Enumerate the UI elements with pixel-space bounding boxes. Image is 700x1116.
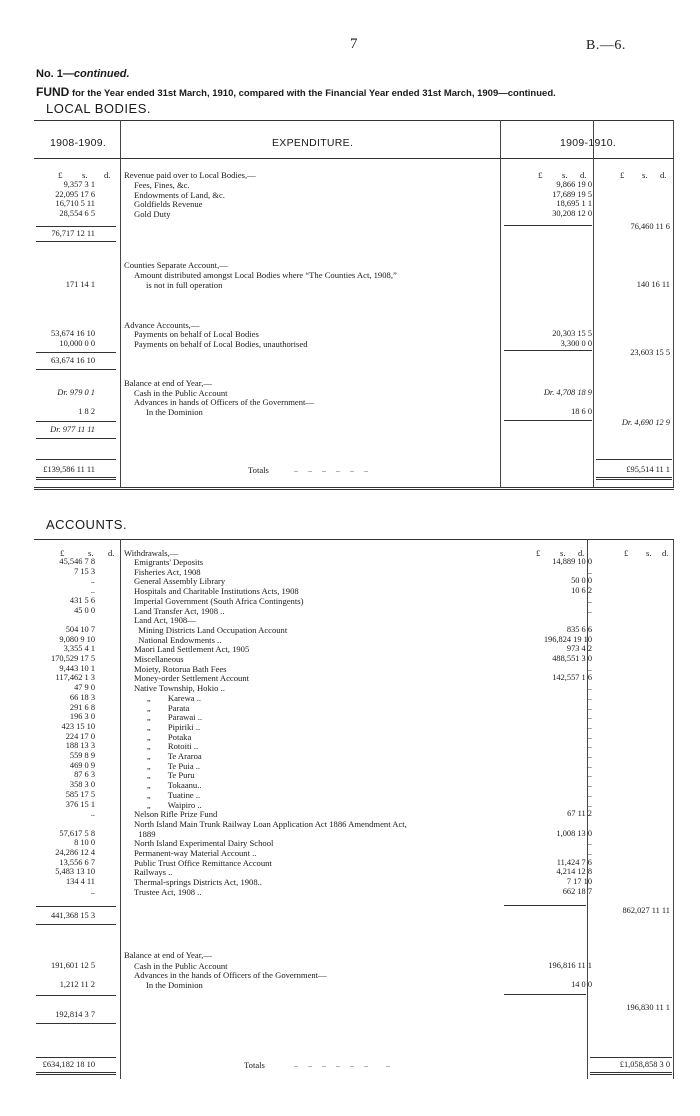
row-amount-1910: .. [587, 721, 592, 731]
row-amount-1910: 1,008 13 0 [556, 828, 592, 838]
row-amount-1909: 117,462 1 3 [55, 673, 95, 683]
row-amount-1910: 18,695 1 1 [556, 199, 592, 209]
totals-label: Totals [244, 1060, 265, 1070]
row-amount-1910: 14,889 10 0 [552, 557, 592, 566]
counties-line-2: is not in full operation [146, 280, 223, 290]
row-amount-1910: .. [587, 712, 592, 722]
row-amount-1910: .. [587, 702, 592, 712]
currency-shilling: s. [562, 170, 568, 180]
leader-dots: .. .. .. .. .. .. [294, 465, 368, 474]
totals-1909: £139,586 11 11 [43, 465, 95, 474]
subtotal-rule [36, 226, 116, 227]
row-label: „ Tuatine .. [134, 789, 201, 800]
table-number [36, 68, 130, 80]
row-amount-1910: .. [587, 751, 592, 760]
balance-cash-1909: 191,601 12 5 [51, 961, 95, 970]
currency-shilling: s. [82, 170, 88, 180]
total-rule [36, 459, 116, 460]
row-amount-1910: 17,689 19 5 [552, 189, 592, 199]
row-label: „ Te Araroa [134, 751, 202, 761]
subtotal-rule [504, 420, 592, 421]
row-amount-1909: 196 3 0 [69, 712, 95, 722]
row-label: Imperial Government (South Africa Contingents) [134, 595, 304, 606]
column-divider [120, 539, 121, 1079]
row-label: Payments on behalf of Local Bodies, unauthorised [134, 338, 308, 349]
row-amount-1910: 835 6 6 [566, 624, 592, 634]
column-divider [593, 120, 594, 487]
currency-pence: d. [578, 548, 585, 558]
row-amount-1910: 67 11 2 [567, 809, 592, 819]
row-amount-1910: 488,551 3 0 [552, 654, 592, 663]
row-amount-1909: 504 10 7 [65, 624, 95, 634]
balance-total-1909: 192,814 3 7 [55, 1010, 95, 1019]
row-amount-1909: 9,443 10 1 [59, 663, 95, 673]
advance-total-1910: 23,603 15 5 [630, 348, 670, 357]
currency-pence: d. [108, 548, 115, 558]
totals-1909: £634,182 18 10 [42, 1060, 95, 1069]
currency-shilling: s. [642, 170, 648, 180]
row-amount-1909: .. [90, 576, 95, 586]
table-number-label: No. 1 [36, 68, 63, 80]
column-divider [673, 120, 674, 487]
row-amount-1909: 7 15 3 [74, 566, 95, 576]
row-amount-1909: 57,617 5 8 [59, 828, 95, 838]
total-rule [36, 1072, 116, 1075]
row-amount-1909: 22,095 17 6 [55, 189, 95, 199]
row-amount-1909: .. [90, 809, 95, 819]
balance-dominion-1909: 1,212 11 2 [59, 980, 95, 989]
row-amount-1909: 559 8 9 [69, 751, 95, 760]
section-title-local-bodies: LOCAL BODIES. [46, 101, 151, 116]
row-label: Maori Land Settlement Act, 1905 [134, 644, 250, 655]
row-amount-1909: 47 9 0 [74, 683, 95, 693]
row-label: Payments on behalf of Local Bodies [134, 329, 259, 339]
row-amount-1910: .. [587, 770, 592, 780]
row-amount-1909: 66 18 3 [69, 692, 95, 702]
currency-pound: £ [538, 170, 543, 180]
currency-pound: £ [624, 548, 629, 558]
row-amount-1910: .. [587, 605, 592, 615]
row-amount-1909: 224 17 0 [65, 731, 95, 741]
withdrawals-total-1910: 862,027 11 11 [622, 906, 670, 915]
row-amount-1910: 11,424 7 6 [556, 857, 592, 867]
total-rule [596, 477, 672, 480]
totals-1910: £1,058,858 3 0 [619, 1060, 670, 1069]
row-label: North Island Main Trunk Railway Loan Application Act 1886 Amendment Act, [134, 818, 407, 829]
row-amount-1909: 469 0 9 [69, 760, 95, 770]
currency-shilling: s. [88, 548, 94, 558]
row-amount-1910: 4,214 12 8 [556, 867, 592, 877]
row-label: Fisheries Act, 1908 [134, 566, 201, 577]
balance-dominion-label: In the Dominion [146, 980, 203, 990]
column-divider [120, 120, 121, 487]
row-label: Public Trust Office Remittance Account [134, 857, 272, 868]
row-amount-1910: .. [587, 566, 592, 576]
row-amount-1909: 53,674 16 10 [51, 329, 95, 338]
balance-heading: Balance at end of Year,— [124, 950, 212, 960]
row-label: Thermal-springs Districts Act, 1908.. [134, 877, 262, 888]
row-amount-1909: 431 5 6 [69, 595, 95, 605]
row-label: North Island Experimental Dairy School [134, 838, 274, 849]
total-rule [36, 1057, 116, 1058]
row-label: Mining Districts Land Occupation Account [134, 624, 288, 635]
currency-pence: d. [104, 170, 111, 180]
row-label: General Assembly Library [134, 576, 226, 587]
counties-1910: 140 16 11 [636, 280, 670, 289]
row-label: Hospitals and Charitable Institutions Acts, 1908 [134, 586, 299, 597]
subtotal-rule [36, 352, 116, 353]
totals-1910: £95,514 11 1 [626, 465, 670, 474]
table-rule-top [34, 539, 674, 540]
row-amount-1909: 3,355 4 1 [63, 644, 95, 654]
advance-total-1909: 63,674 16 10 [51, 356, 95, 365]
document-reference: B.—6. [586, 38, 626, 53]
counties-line-1: Amount distributed amongst Local Bodies where “The Counties Act, 1908,” [134, 270, 397, 280]
row-amount-1910: 20,303 15 5 [552, 329, 592, 338]
counties-heading: Counties Separate Account,— [124, 260, 228, 270]
currency-shilling: s. [560, 548, 566, 558]
subtotal-rule [36, 421, 116, 422]
row-amount-1909: 5,483 13 10 [55, 867, 95, 877]
row-amount-1909: 358 3 0 [69, 780, 95, 790]
row-amount-1910: 196,824 19 10 [543, 634, 592, 644]
fund-title [36, 85, 556, 99]
row-amount-1909: 45 0 0 [74, 605, 95, 615]
table-rule-header [34, 158, 674, 159]
row-label: National Endowments .. [134, 634, 222, 645]
revenue-total-1910: 76,460 11 6 [630, 222, 670, 231]
row-label: Gold Duty [134, 209, 171, 220]
row-label: „ Waipiro .. [134, 799, 202, 810]
advance-heading: Advance Accounts,— [124, 320, 200, 330]
currency-pound: £ [536, 548, 541, 558]
row-amount-1910: .. [587, 848, 592, 857]
row-amount-1910: .. [587, 731, 592, 741]
row-amount-1910: 142,557 1 6 [552, 673, 592, 683]
total-rule [36, 477, 116, 480]
row-label: Permanent-way Material Account .. [134, 848, 257, 858]
row-label: Fees, Fines, &c. [134, 180, 190, 190]
row-label: Land Transfer Act, 1908 .. [134, 605, 225, 616]
row-amount-1910: 662 18 7 [562, 886, 592, 896]
leader-dots: .. .. .. .. .. .. .. [294, 1060, 390, 1069]
balance-cash-1909: Dr. 979 0 1 [57, 388, 95, 397]
subtotal-rule [36, 924, 116, 925]
column-divider [500, 120, 501, 487]
total-rule [596, 459, 672, 460]
balance-total-1910: Dr. 4,690 12 9 [621, 418, 670, 427]
row-amount-1909: .. [90, 586, 95, 596]
table-rule-top [34, 120, 674, 121]
section-title-accounts: ACCOUNTS. [46, 517, 128, 532]
subtotal-rule [36, 995, 116, 996]
fund-title-rest: for the Year ended 31st March, 1910, compared with the Financial Year ended 31st March, 1909—continued. [71, 88, 556, 99]
balance-advances-label: Advances in the hands of Officers of the Government— [134, 970, 327, 980]
row-label: „ Karewa .. [134, 692, 202, 703]
row-label: Nelson Rifle Prize Fund [134, 809, 218, 820]
revenue-heading: Revenue paid over to Local Bodies,— [124, 170, 256, 180]
balance-cash-1910: Dr. 4,708 18 9 [543, 388, 592, 397]
currency-pence: d. [660, 170, 667, 180]
row-amount-1910: 973 4 2 [566, 644, 592, 654]
subtotal-rule [504, 994, 586, 995]
row-label: Endowments of Land, &c. [134, 189, 225, 200]
balance-heading: Balance at end of Year,— [124, 378, 212, 388]
currency-pence: d. [580, 170, 587, 180]
row-label: Money-order Settlement Account [134, 673, 250, 684]
row-amount-1909: 8 10 0 [74, 838, 95, 848]
row-amount-1910: .. [587, 595, 592, 605]
row-label: „ Te Puia .. [134, 760, 201, 771]
column-header-1909: 1908-1909. [50, 137, 107, 149]
row-amount-1909: 423 15 10 [61, 721, 95, 731]
row-amount-1909: 134 4 11 [65, 877, 95, 887]
continued-label: —continued. [62, 68, 130, 80]
row-amount-1910: .. [587, 692, 592, 702]
row-amount-1909: 10,000 0 0 [59, 338, 95, 348]
table-rule-bottom [34, 487, 674, 490]
row-amount-1910: 7 17 10 [566, 877, 592, 887]
row-amount-1910: 9,866 19 0 [556, 180, 592, 189]
balance-total-1909: Dr. 977 11 11 [50, 425, 95, 434]
row-amount-1910: .. [587, 683, 592, 693]
balance-advances-label: Advances in hands of Officers of the Government— [134, 397, 315, 407]
page-number: 7 [350, 36, 358, 52]
subtotal-rule [504, 350, 592, 351]
row-amount-1909: 28,554 6 5 [59, 209, 95, 219]
column-header-1910: 1909-1910. [560, 137, 617, 149]
row-amount-1909: 9,080 9 10 [59, 634, 95, 644]
subtotal-rule [36, 369, 116, 370]
row-label: Goldfields Revenue [134, 199, 203, 210]
column-divider [673, 539, 674, 1079]
row-amount-1910: .. [587, 760, 592, 770]
balance-cash-label: Cash in the Public Account [134, 388, 228, 398]
row-label: „ Parata [134, 702, 190, 713]
row-amount-1910: 10 6 2 [571, 586, 592, 596]
row-amount-1910: .. [587, 789, 592, 799]
row-amount-1909: 9,357 3 1 [63, 180, 95, 189]
row-amount-1910: .. [587, 741, 592, 751]
row-amount-1910: .. [587, 780, 592, 790]
row-label: Railways .. [134, 867, 173, 878]
balance-dominion-label: In the Dominion [146, 407, 203, 417]
row-amount-1910: 50 0 0 [571, 576, 592, 586]
currency-pence: d. [662, 548, 669, 558]
row-amount-1909: 16,710 5 11 [55, 199, 95, 209]
row-label: Land Act, 1908— [134, 615, 196, 626]
row-label: „ Tokaanu.. [134, 780, 202, 791]
totals-label: Totals [248, 465, 269, 475]
subtotal-rule [504, 225, 592, 226]
row-amount-1909: 376 15 1 [65, 799, 95, 809]
balance-dominion-1910: 18 6 0 [571, 407, 592, 416]
currency-pound: £ [60, 548, 65, 558]
row-label: 1889 [134, 828, 156, 839]
currency-pound: £ [620, 170, 625, 180]
row-amount-1909: 585 17 5 [65, 789, 95, 799]
balance-dominion-1909: 1 8 2 [78, 407, 95, 416]
fund-word: FUND [36, 85, 70, 99]
row-amount-1909: 170,529 17 5 [51, 654, 95, 663]
row-amount-1909: .. [90, 886, 95, 896]
subtotal-rule [36, 241, 116, 242]
row-label: „ Te Puru [134, 770, 195, 781]
row-label: „ Rotoiti .. [134, 741, 199, 752]
balance-cash-1910: 196,816 11 1 [548, 961, 592, 970]
row-amount-1910: .. [587, 799, 592, 809]
column-header-expenditure: EXPENDITURE. [272, 137, 354, 149]
row-amount-1909: 87 6 3 [74, 770, 95, 780]
row-amount-1909: 45,546 7 8 [59, 557, 95, 566]
total-rule [590, 1057, 672, 1058]
counties-1909: 171 14 1 [65, 280, 95, 289]
row-label: Moiety, Rotorua Bath Fees [134, 663, 227, 674]
row-amount-1909: 24,286 12 4 [55, 848, 95, 857]
row-amount-1910: 3,300 0 0 [560, 338, 592, 348]
row-label: „ Pipiriki .. [134, 721, 201, 732]
row-label: Trustee Act, 1908 .. [134, 886, 202, 897]
row-amount-1909: 291 6 8 [69, 702, 95, 712]
row-label: Emigrants' Deposits [134, 557, 204, 567]
subtotal-rule [36, 1023, 116, 1024]
row-amount-1910: .. [587, 663, 592, 673]
subtotal-rule [504, 905, 586, 906]
subtotal-rule [36, 906, 116, 907]
row-amount-1910: 30,208 12 0 [552, 209, 592, 219]
currency-pound: £ [58, 170, 63, 180]
withdrawals-total-1909: 441,368 15 3 [51, 911, 95, 920]
subtotal-rule [36, 438, 116, 439]
revenue-total-1909: 76,717 12 11 [51, 229, 95, 238]
row-amount-1909: 188 13 3 [65, 741, 95, 751]
total-rule [590, 1072, 672, 1075]
row-label: „ Parawai .. [134, 712, 203, 723]
row-amount-1910: .. [587, 838, 592, 848]
balance-dominion-1910: 14 0 0 [571, 980, 592, 989]
row-label: „ Potaka [134, 731, 192, 742]
balance-total-1910: 196,830 11 1 [626, 1003, 670, 1012]
currency-shilling: s. [646, 548, 652, 558]
balance-cash-label: Cash in the Public Account [134, 961, 228, 971]
withdrawals-heading: Withdrawals,— [124, 548, 179, 558]
row-label: Miscellaneous [134, 654, 184, 664]
row-amount-1909: 13,556 6 7 [59, 857, 95, 867]
row-label: Native Township, Hokio .. [134, 683, 225, 694]
